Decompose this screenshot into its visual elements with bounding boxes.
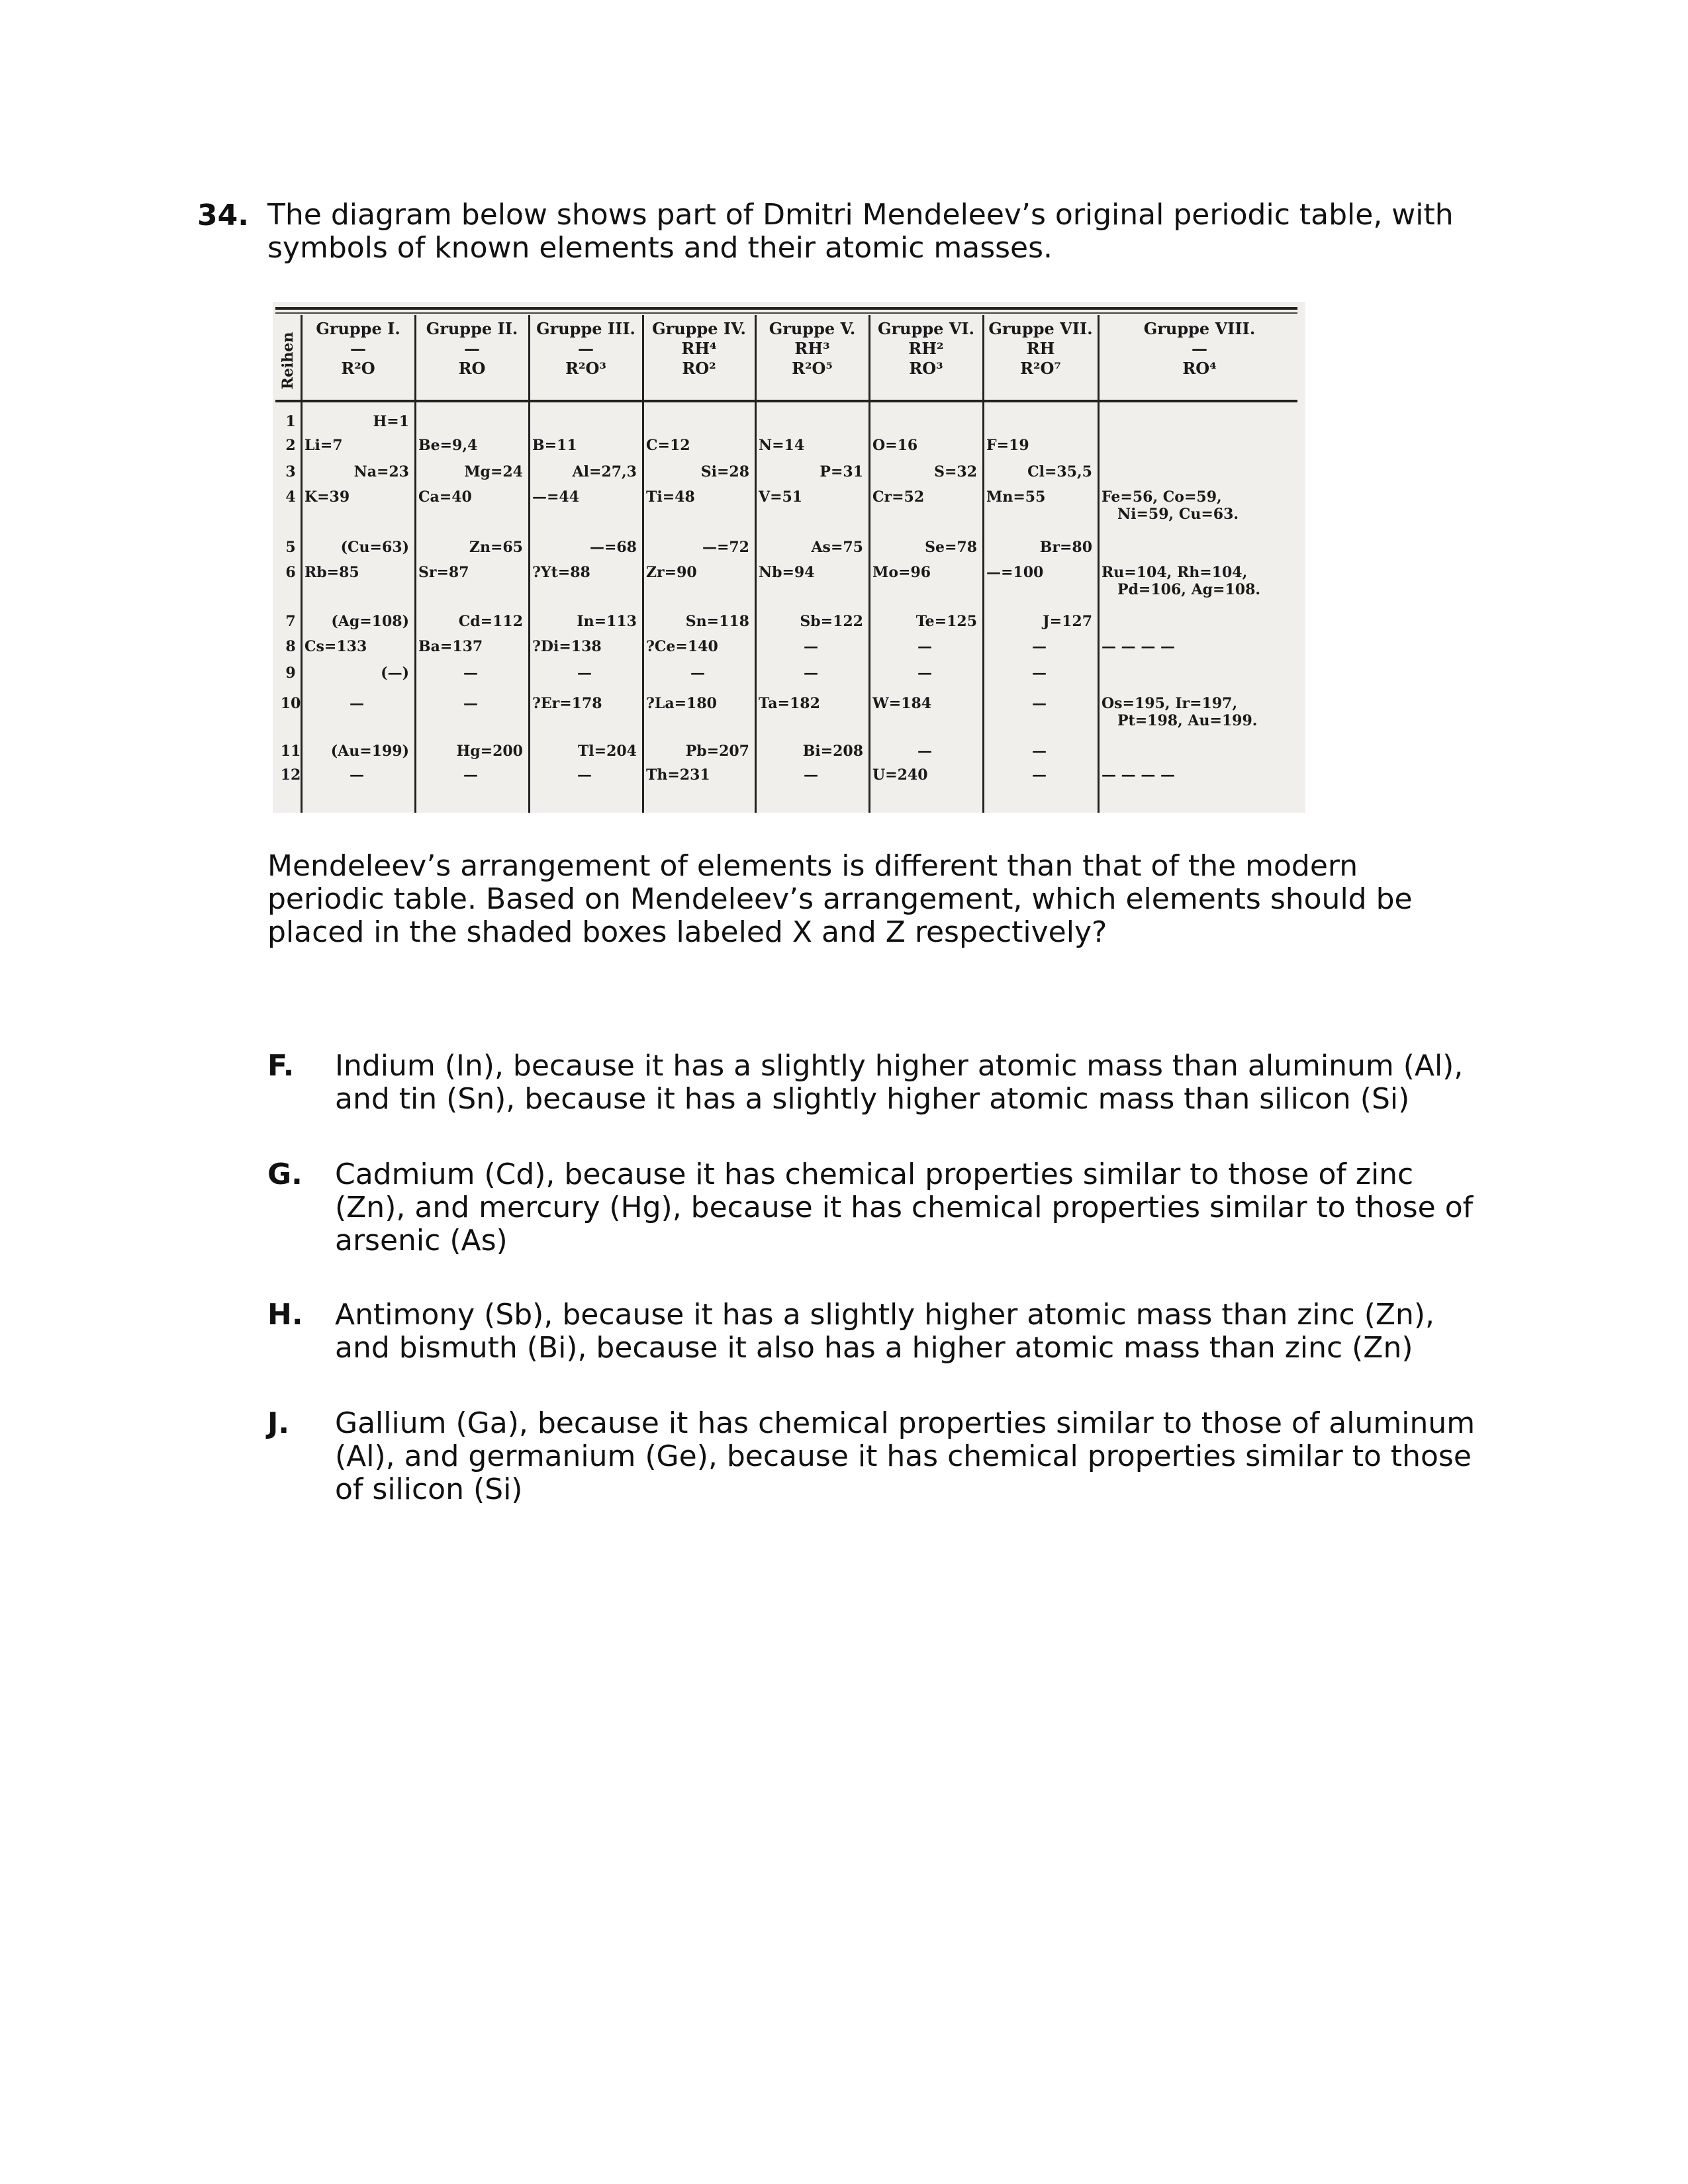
- element-cell: V=51: [759, 488, 803, 506]
- column-divider: [642, 315, 644, 813]
- element-cell: C=12: [646, 437, 690, 454]
- group-header-dash: —: [464, 339, 480, 358]
- element-cell: (Cu=63): [340, 539, 409, 556]
- column-divider: [982, 315, 984, 813]
- element-cell: As=75: [811, 539, 863, 556]
- group-header-formula: R²O⁵: [792, 359, 833, 378]
- element-cell: — — — —: [1102, 638, 1175, 655]
- element-cell: Cl=35,5: [1027, 463, 1092, 480]
- element-cell: Be=9,4: [418, 437, 478, 454]
- element-cell: —: [804, 664, 818, 682]
- element-cell: Rb=85: [305, 564, 359, 581]
- element-cell: J=127: [1043, 613, 1092, 630]
- group-header-formula: R²O: [341, 359, 375, 378]
- question-stem: The diagram below shows part of Dmitri Mendeleev’s original periodic table, with symbols of known elements and their atomic masses.: [267, 198, 1454, 265]
- group-header: [1099, 319, 1300, 379]
- element-cell: Pd=106, Ag=108.: [1117, 581, 1261, 598]
- column-divider: [414, 315, 416, 813]
- group-header: [870, 319, 982, 379]
- element-cell: W=184: [872, 695, 932, 712]
- element-cell: Ti=48: [646, 488, 695, 506]
- element-cell: —=44: [532, 488, 580, 506]
- element-cell: In=113: [577, 613, 637, 630]
- group-header-dash: RH⁴: [681, 339, 717, 358]
- element-cell: Th=231: [646, 766, 710, 784]
- group-header-formula: RO: [458, 359, 486, 378]
- reihen-header: [278, 326, 298, 398]
- group-header-name: Gruppe IV.: [652, 319, 746, 338]
- element-cell: Nb=94: [759, 564, 815, 581]
- element-cell: Mg=24: [464, 463, 523, 480]
- row-number: 4: [285, 488, 296, 506]
- group-header: [984, 319, 1098, 379]
- element-cell: —: [804, 638, 818, 655]
- element-cell: —: [917, 638, 932, 655]
- element-cell: Hg=200: [456, 743, 523, 760]
- element-cell: Te=125: [915, 613, 977, 630]
- table-header-rule: [275, 400, 1297, 402]
- element-cell: Ba=137: [418, 638, 483, 655]
- column-divider: [528, 315, 530, 813]
- group-header-name: Gruppe III.: [536, 319, 635, 338]
- group-header-name: Gruppe I.: [316, 319, 400, 338]
- element-cell: ?Yt=88: [532, 564, 590, 581]
- mendeleev-table-figure: [273, 302, 1305, 813]
- element-cell: Os=195, Ir=197,: [1102, 695, 1238, 712]
- element-cell: —: [1032, 664, 1047, 682]
- element-cell: Al=27,3: [572, 463, 637, 480]
- group-header-formula: RO²: [682, 359, 716, 378]
- element-cell: —: [577, 664, 592, 682]
- element-cell: ?La=180: [646, 695, 717, 712]
- element-cell: ?Er=178: [532, 695, 602, 712]
- element-cell: —: [1032, 743, 1047, 760]
- choice-text: Cadmium (Cd), because it has chemical properties similar to those of zinc (Zn), and mercury (Hg), because it has chemical properties similar to those of arsenic (As): [335, 1158, 1474, 1257]
- element-cell: (Au=199): [330, 743, 409, 760]
- group-header: [416, 319, 528, 379]
- element-cell: Sb=122: [800, 613, 863, 630]
- question-prompt: Mendeleev’s arrangement of elements is different than that of the modern periodic table. Based on Mendeleev’s arrangement, which elements should be placed in the shaded boxes labeled X and Z respectively?: [267, 849, 1413, 949]
- element-cell: Si=28: [700, 463, 749, 480]
- element-cell: Ni=59, Cu=63.: [1117, 506, 1239, 523]
- element-cell: —=72: [702, 539, 749, 556]
- element-cell: P=31: [820, 463, 863, 480]
- choice-text: Antimony (Sb), because it has a slightly higher atomic mass than zinc (Zn), and bismuth (Bi), because it also has a higher atomic mass than zinc (Zn): [335, 1298, 1435, 1365]
- row-number: 10: [280, 695, 301, 712]
- element-cell: —: [690, 664, 705, 682]
- choice-text: Gallium (Ga), because it has chemical properties similar to those of aluminum (Al), and germanium (Ge), because it has chemical properties similar to those of silicon (Si): [335, 1406, 1476, 1506]
- element-cell: — — — —: [1102, 766, 1175, 784]
- row-number: 9: [285, 664, 296, 682]
- element-cell: Zn=65: [469, 539, 523, 556]
- row-number: 8: [285, 638, 296, 655]
- element-cell: ?Ce=140: [646, 638, 718, 655]
- group-header: [756, 319, 868, 379]
- group-header: [302, 319, 414, 379]
- choice-letter: G.: [267, 1158, 303, 1191]
- element-cell: O=16: [872, 437, 918, 454]
- element-cell: —: [350, 766, 364, 784]
- element-cell: —: [917, 664, 932, 682]
- element-cell: —: [1032, 766, 1047, 784]
- element-cell: Mo=96: [872, 564, 931, 581]
- element-cell: Na=23: [353, 463, 409, 480]
- element-cell: U=240: [872, 766, 928, 784]
- element-cell: Pt=198, Au=199.: [1117, 712, 1258, 729]
- row-number: 3: [285, 463, 296, 480]
- element-cell: B=11: [532, 437, 577, 454]
- group-header-name: Gruppe VI.: [878, 319, 974, 338]
- element-cell: ?Di=138: [532, 638, 602, 655]
- choice-letter: H.: [267, 1298, 303, 1332]
- element-cell: Ta=182: [759, 695, 820, 712]
- element-cell: Fe=56, Co=59,: [1102, 488, 1222, 506]
- group-header-formula: R²O⁷: [1020, 359, 1061, 378]
- reihen-label: Reihen: [279, 332, 297, 390]
- element-cell: F=19: [986, 437, 1029, 454]
- group-header-dash: —: [350, 339, 366, 358]
- group-header-dash: RH³: [794, 339, 830, 358]
- element-cell: —=68: [589, 539, 637, 556]
- column-divider: [868, 315, 870, 813]
- element-cell: —: [350, 695, 364, 712]
- group-header-name: Gruppe VII.: [988, 319, 1093, 338]
- table-top-rule-secondary: [275, 312, 1297, 314]
- row-number: 2: [285, 437, 296, 454]
- element-cell: —: [804, 766, 818, 784]
- choice-text: Indium (In), because it has a slightly higher atomic mass than aluminum (Al), and tin (Sn), because it has a slightly higher atomic mass than silicon (Si): [335, 1049, 1464, 1116]
- element-cell: Sn=118: [685, 613, 749, 630]
- group-header-name: Gruppe VIII.: [1143, 319, 1256, 338]
- element-cell: Bi=208: [802, 743, 863, 760]
- group-header-formula: RO³: [909, 359, 943, 378]
- row-number: 1: [285, 413, 296, 430]
- group-header-dash: RH: [1026, 339, 1055, 358]
- row-number: 11: [280, 743, 301, 760]
- group-header: [643, 319, 755, 379]
- column-divider: [1098, 315, 1100, 813]
- element-cell: Tl=204: [577, 743, 637, 760]
- row-number: 6: [285, 564, 296, 581]
- element-cell: —: [463, 695, 478, 712]
- group-header-name: Gruppe II.: [426, 319, 518, 338]
- element-cell: —: [917, 743, 932, 760]
- group-header-dash: —: [578, 339, 594, 358]
- element-cell: S=32: [934, 463, 977, 480]
- group-header-dash: —: [1192, 339, 1207, 358]
- element-cell: Li=7: [305, 437, 343, 454]
- column-divider: [755, 315, 757, 813]
- row-number: 5: [285, 539, 296, 556]
- element-cell: —: [1032, 695, 1047, 712]
- element-cell: Mn=55: [986, 488, 1046, 506]
- element-cell: Ca=40: [418, 488, 472, 506]
- element-cell: K=39: [305, 488, 350, 506]
- row-number: 12: [280, 766, 301, 784]
- choice-letter: J.: [267, 1406, 290, 1440]
- element-cell: N=14: [759, 437, 805, 454]
- element-cell: —: [1032, 638, 1047, 655]
- element-cell: —: [463, 664, 478, 682]
- element-cell: Cd=112: [458, 613, 523, 630]
- row-number: 7: [285, 613, 296, 630]
- element-cell: (Ag=108): [331, 613, 409, 630]
- element-cell: Ru=104, Rh=104,: [1102, 564, 1248, 581]
- group-header: [530, 319, 642, 379]
- element-cell: —=100: [986, 564, 1044, 581]
- group-header-formula: R²O³: [565, 359, 606, 378]
- group-header-dash: RH²: [908, 339, 944, 358]
- element-cell: Zr=90: [646, 564, 697, 581]
- element-cell: —: [463, 766, 478, 784]
- group-header-formula: RO⁴: [1182, 359, 1217, 378]
- element-cell: (—): [381, 664, 409, 682]
- question-number: 34.: [197, 199, 249, 232]
- element-cell: Br=80: [1039, 539, 1092, 556]
- table-top-rule: [275, 307, 1297, 310]
- element-cell: Cs=133: [305, 638, 367, 655]
- element-cell: H=1: [373, 413, 409, 430]
- element-cell: Cr=52: [872, 488, 925, 506]
- choice-letter: F.: [267, 1049, 295, 1083]
- group-header-name: Gruppe V.: [769, 319, 856, 338]
- element-cell: Sr=87: [418, 564, 469, 581]
- element-cell: Pb=207: [685, 743, 749, 760]
- element-cell: Se=78: [925, 539, 977, 556]
- element-cell: —: [577, 766, 592, 784]
